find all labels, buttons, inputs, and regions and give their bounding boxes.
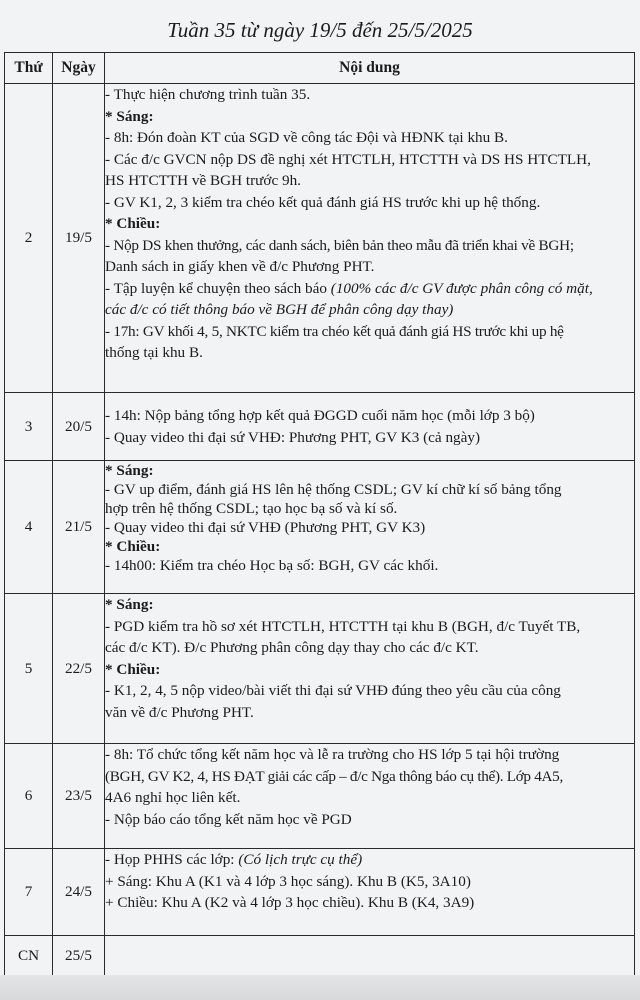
- page-title: Tuần 35 từ ngày 19/5 đến 25/5/2025: [167, 18, 473, 42]
- content-line: - GV K1, 2, 3 kiểm tra chéo kết quả đánh giá HS trước khi up hệ thống.: [105, 193, 541, 211]
- content-cell: [105, 393, 635, 461]
- content-line: - 14h00: Kiểm tra chéo Học bạ số: BGH, GV các khối.: [105, 557, 439, 574]
- date-cell: 21/5: [53, 461, 105, 594]
- header-thu: Thứ: [5, 53, 53, 84]
- date-cell: 20/5: [53, 393, 105, 461]
- content-line: - K1, 2, 4, 5 nộp video/bài viết thi đại sứ VHĐ đúng theo yêu cầu của công: [105, 682, 561, 699]
- table-row: [5, 461, 635, 594]
- date-cell: 22/5: [53, 594, 105, 744]
- date-cell: 25/5: [53, 936, 105, 976]
- content-cell: [105, 936, 635, 976]
- content-cell: [105, 744, 635, 849]
- date-cell: 24/5: [53, 849, 105, 936]
- content-line: - Nộp báo cáo tổng kết năm học về PGD: [105, 810, 352, 828]
- schedule-table: [4, 52, 635, 976]
- content-cell: [105, 461, 635, 594]
- day-cell: 7: [5, 849, 53, 936]
- section-heading: * Sáng:: [105, 596, 154, 613]
- date-cell: 19/5: [53, 84, 105, 393]
- table-row: [5, 594, 635, 744]
- content-line: - 17h: GV khối 4, 5, NKTC kiểm tra chéo kết quả đánh giá HS trước khi up hệ: [105, 322, 564, 340]
- table-row: [5, 744, 635, 849]
- day-cell: 2: [5, 84, 53, 393]
- day-cell: 6: [5, 744, 53, 849]
- content-line: - Nộp DS khen thưởng, các danh sách, biên bản theo mẫu đã triển khai về BGH;: [105, 236, 574, 254]
- content-line: (BGH, GV K2, 4, HS ĐẠT giải các cấp – đ/c Nga thông báo cụ thể). Lớp 4A5,: [105, 767, 563, 785]
- content-line: - 8h: Tổ chức tổng kết năm học và lễ ra trường cho HS lớp 5 tại hội trường: [105, 746, 560, 763]
- table-row: [5, 936, 635, 976]
- content-line: văn về đ/c Phương PHT.: [105, 703, 254, 721]
- content-cell: [105, 594, 635, 744]
- day-cell: 4: [5, 461, 53, 594]
- content-cell: [105, 84, 635, 393]
- content-line-mixed: [105, 278, 634, 300]
- content-line: - Quay video thi đại sứ VHĐ (Phương PHT, GV K3): [105, 519, 426, 536]
- content-line: Danh sách in giấy khen về đ/c Phương PHT.: [105, 258, 375, 275]
- content-line: - 14h: Nộp bảng tổng hợp kết quả ĐGGD cuối năm học (mỗi lớp 3 bộ): [105, 407, 535, 424]
- note-italic: (100% các đ/c GV được phân công có mặt,: [330, 279, 593, 297]
- header-ngay: Ngày: [53, 53, 105, 84]
- content-line: + Sáng: Khu A (K1 và 4 lớp 3 học sáng). Khu B (K5, 3A10): [105, 872, 471, 890]
- note-italic: (Có lịch trực cụ thể): [238, 851, 363, 868]
- table-row: [5, 393, 635, 461]
- content-text: - Họp PHHS các lớp:: [105, 851, 239, 868]
- content-line: - Quay video thi đại sứ VHĐ: Phương PHT, GV K3 (cả ngày): [105, 428, 481, 446]
- content-line: thống tại khu B.: [105, 344, 203, 361]
- content-cell: [105, 849, 635, 936]
- content-line: - Thực hiện chương trình tuần 35.: [105, 86, 311, 103]
- content-line: HS HTCTTH về BGH trước 9h.: [105, 172, 301, 189]
- day-cell: 3: [5, 393, 53, 461]
- date-cell: 23/5: [53, 744, 105, 849]
- section-heading: * Chiều:: [105, 215, 161, 232]
- content-line: - GV up điểm, đánh giá HS lên hệ thống CSDL; GV kí chữ kí số bảng tổng: [105, 481, 562, 498]
- section-heading: * Sáng:: [105, 462, 154, 479]
- content-line: + Chiều: Khu A (K2 và 4 lớp 3 học chiều). Khu B (K4, 3A9): [105, 894, 475, 911]
- section-heading: * Chiều:: [105, 660, 161, 678]
- page-bottom-edge: [0, 975, 640, 1000]
- content-line: - Các đ/c GVCN nộp DS đề nghị xét HTCTLH, HTCTTH và DS HS HTCTLH,: [105, 150, 591, 168]
- day-cell: 5: [5, 594, 53, 744]
- note-italic: các đ/c có tiết thông báo về BGH để phân công dạy thay): [105, 301, 454, 318]
- section-heading: * Sáng:: [105, 107, 154, 125]
- table-row: [5, 84, 635, 393]
- header-noidung: Nội dung: [105, 53, 635, 84]
- content-line: hợp trên hệ thống CSDL; tạo học bạ số và kí số.: [105, 500, 398, 517]
- content-line: các đ/c KT). Đ/c Phương phân công dạy thay cho các đ/c KT.: [105, 639, 479, 656]
- section-heading: * Chiều:: [105, 538, 161, 555]
- content-line-mixed: [105, 849, 634, 871]
- content-line: 4A6 nghỉ học liên kết.: [105, 789, 241, 806]
- table-header-row: [5, 53, 635, 84]
- content-line: - PGD kiểm tra hồ sơ xét HTCTLH, HTCTTH tại khu B (BGH, đ/c Tuyết TB,: [105, 617, 581, 635]
- day-cell: CN: [5, 936, 53, 976]
- table-row: [5, 849, 635, 936]
- content-text: - Tập luyện kể chuyện theo sách báo: [105, 279, 331, 297]
- content-line: - 8h: Đón đoàn KT của SGD về công tác Đội và HĐNK tại khu B.: [105, 129, 508, 146]
